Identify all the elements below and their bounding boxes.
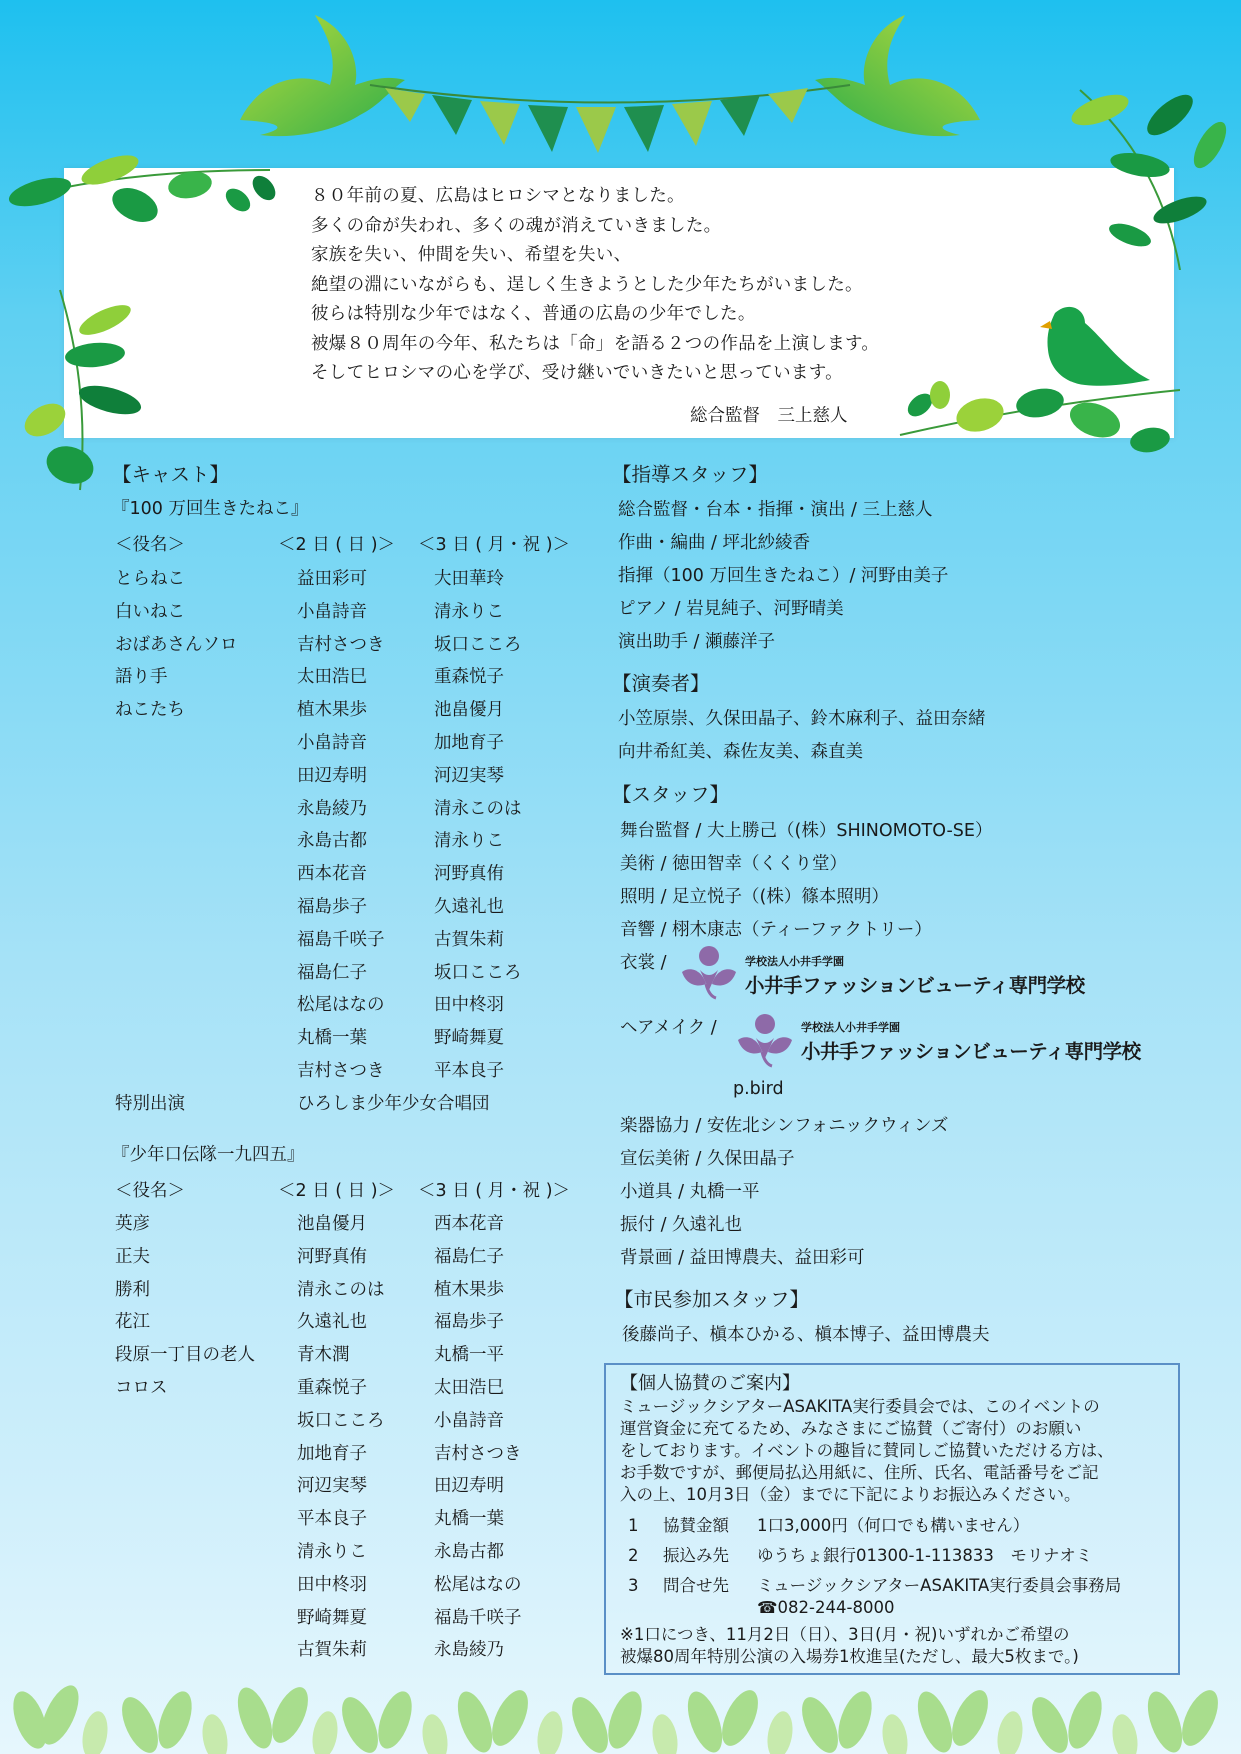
citizen-staff-item: 後藤尚子、槇本ひかる、槇本博子、益田博農夫 (622, 1325, 990, 1345)
cast-day3: 河野真侑 (434, 864, 504, 885)
guidance-item: 総合監督・台本・指揮・演出 / 三上慈人 (618, 500, 933, 520)
cast-day3: 西本花音 (434, 1214, 504, 1234)
cast-day3: 河辺実琴 (434, 765, 504, 786)
cast-day2: 植木果歩 (297, 700, 367, 721)
logo-main-text: 小井手ファッションビューティ専門学校 (801, 1040, 1141, 1063)
guidance-item: 作曲・編曲 / 坪北紗綾香 (618, 533, 811, 553)
play1-header-day3: ＜3 日 ( 月・祝 )＞ (418, 535, 571, 555)
dove-left-icon (240, 15, 405, 136)
staff-item: 小道具 / 丸橋一平 (620, 1182, 760, 1202)
cast-day3: 重森悦子 (434, 667, 504, 688)
play1-title: 『100 万回生きたねこ』 (112, 499, 309, 519)
performers-item: 小笠原崇、久保田晶子、鈴木麻利子、益田奈緒 (618, 709, 986, 729)
cast-day3: 清永りこ (434, 601, 504, 622)
cast-day2: 福島千咲子 (297, 929, 385, 950)
cast-day2: 小畠詩音 (297, 733, 367, 753)
cast-day3: 久遠礼也 (434, 897, 504, 917)
sponsorship-body: お手数ですが、郵便局払込用紙に、住所、氏名、電話番号をご記 (620, 1463, 1099, 1482)
dove-right-icon (815, 15, 980, 136)
school-logo-icon (676, 944, 742, 1000)
cast-day3: 加地育子 (434, 733, 504, 753)
intro-line: 多くの命が失われ、多くの魂が消えていきました。 (311, 215, 722, 236)
citizen-staff-heading: 【市民参加スタッフ】 (614, 1288, 810, 1311)
intro-line: そしてヒロシマの心を学び、受け継いでいきたいと思っています。 (311, 363, 843, 383)
sponsorship-list-value: 1口3,000円（何口でも構いません） (757, 1516, 1030, 1535)
cast-day3: 古賀朱莉 (434, 929, 504, 950)
cast-day3: 大田華玲 (434, 569, 504, 589)
logo-main-text: 小井手ファッションビューティ専門学校 (745, 974, 1085, 997)
staff-item: 宣伝美術 / 久保田晶子 (620, 1149, 795, 1169)
cast-day3: 吉村さつき (434, 1443, 522, 1464)
cast-day3: 坂口こころ (434, 634, 522, 655)
play2-header-role: ＜役名＞ (115, 1181, 185, 1201)
staff-item: 背景画 / 益田博農夫、益田彩可 (620, 1248, 865, 1268)
cast-day2: 小畠詩音 (297, 601, 367, 622)
sponsorship-phone: ☎082-244-8000 (757, 1598, 895, 1617)
guidance-item: ピアノ / 岩見純子、河野晴美 (618, 599, 844, 619)
sponsorship-list-num: 1 (628, 1516, 639, 1535)
guidance-item: 指揮（100 万回生きたねこ）/ 河野由美子 (618, 566, 949, 586)
cast-day3: 太田浩巳 (434, 1378, 504, 1398)
school-logo-icon (732, 1012, 798, 1068)
play2-header-day3: ＜3 日 ( 月・祝 )＞ (418, 1181, 571, 1201)
cast-day3: 植木果歩 (434, 1279, 504, 1300)
cast-day2: 池畠優月 (297, 1214, 367, 1234)
sponsorship-note: 被爆80周年特別公演の入場券1枚進呈(ただし、最大5枚まで。) (620, 1647, 1079, 1666)
sponsorship-list-num: 3 (628, 1576, 639, 1595)
cast-day2: 田辺寿明 (297, 765, 367, 786)
special-label: 特別出演 (115, 1094, 185, 1114)
staff-item: 楽器協力 / 安佐北シンフォニックウィンズ (620, 1116, 949, 1136)
pbird-text: p.bird (733, 1079, 784, 1099)
signature: 総合監督 三上慈人 (690, 406, 848, 426)
performers-heading: 【演奏者】 (612, 672, 710, 695)
cast-day3: 清永このは (434, 798, 522, 819)
cast-day2: 重森悦子 (297, 1378, 367, 1398)
sponsorship-title: 【個人協賛のご案内】 (620, 1373, 800, 1394)
cast-day2: 青木潤 (297, 1345, 350, 1366)
cast-day2: 河野真侑 (297, 1246, 367, 1267)
cast-day3: 田中柊羽 (434, 995, 504, 1016)
cast-day3: 池畠優月 (434, 700, 504, 721)
cast-day2: 西本花音 (297, 864, 367, 885)
intro-message (311, 182, 879, 389)
sponsorship-body: 運営資金に充てるため、みなさまにご協賛（ご寄付）のお願い (620, 1419, 1082, 1438)
staff-item: 照明 / 足立悦子（(株）篠本照明） (620, 887, 889, 907)
sponsorship-body: をしております。イベントの趣旨に賛同しご協賛いただける方は、 (620, 1441, 1114, 1460)
sponsorship-list-label: 協賛金額 (663, 1516, 729, 1535)
cast-day3: 福島千咲子 (434, 1607, 522, 1628)
cast-day2: 吉村さつき (297, 634, 385, 655)
staff-item: 舞台監督 / 大上勝己（(株）SHINOMOTO-SE） (620, 821, 993, 841)
staff-item: 美術 / 徳田智幸（くくり堂） (620, 854, 848, 874)
cast-role: 語り手 (115, 667, 168, 688)
cast-day2: 坂口こころ (297, 1410, 385, 1431)
sponsorship-body: 入の上、10月3日（金）までに下記によりお振込みください。 (620, 1485, 1081, 1504)
sponsorship-note: ※1口につき、11月2日（日）、3日(月・祝)いずれかご希望の (620, 1625, 1070, 1644)
sponsorship-list-label: 問合せ先 (663, 1576, 729, 1595)
cast-day3: 丸橋一葉 (434, 1509, 504, 1530)
play2-title: 『少年口伝隊一九四五』 (112, 1145, 305, 1165)
leaves-left-icon (0, 130, 290, 510)
cast-day3: 松尾はなの (434, 1574, 522, 1595)
intro-line: 彼らは特別な少年ではなく、普通の広島の少年でした。 (311, 304, 756, 324)
performers-item: 向井希紅美、森佐友美、森直美 (618, 742, 863, 762)
bottom-foliage-icon (0, 1660, 1241, 1754)
hair-label: ヘアメイク / (620, 1018, 717, 1038)
guidance-item: 演出助手 / 瀬藤洋子 (618, 632, 776, 652)
play1-header-role: ＜役名＞ (115, 535, 185, 555)
doves-bunting-illustration (220, 10, 1000, 160)
bird-branch-icon (880, 295, 1180, 465)
cast-day3: 野崎舞夏 (434, 1028, 504, 1049)
logo-sub-text: 学校法人小井手学園 (745, 955, 844, 968)
cast-day3: 丸橋一平 (434, 1345, 504, 1366)
sponsorship-list-label: 振込み先 (663, 1546, 729, 1565)
bunting-flags-icon (385, 88, 808, 153)
cast-day2: 清永りこ (297, 1542, 367, 1562)
guidance-heading: 【指導スタッフ】 (612, 463, 769, 486)
staff-heading: 【スタッフ】 (612, 783, 730, 806)
cast-day2: 加地育子 (297, 1443, 367, 1464)
cast-day2: 丸橋一葉 (297, 1028, 367, 1049)
cast-role: 花江 (115, 1312, 150, 1333)
cast-day3: 清永りこ (434, 831, 504, 852)
cast-day2: 清永このは (297, 1279, 385, 1300)
cast-day3: 小畠詩音 (434, 1410, 504, 1431)
cast-role: 白いねこ (115, 601, 185, 622)
play2-header-day2: ＜2 日 ( 日 )＞ (278, 1181, 396, 1201)
cast-day2: 平本良子 (297, 1509, 367, 1530)
cast-day2: 野崎舞夏 (297, 1607, 367, 1628)
cast-role: コロス (115, 1378, 168, 1398)
costume-label: 衣裳 / (620, 953, 667, 973)
cast-role: 正夫 (115, 1246, 150, 1267)
special-value: ひろしま少年少女合唱団 (297, 1094, 490, 1114)
cast-role: 勝利 (115, 1279, 150, 1300)
cast-role: 段原一丁目の老人 (115, 1345, 255, 1366)
cast-day3: 永島古都 (434, 1542, 504, 1562)
cast-day3: 福島歩子 (434, 1312, 504, 1333)
sponsorship-list-value: ミュージックシアターASAKITA実行委員会事務局 (757, 1576, 1122, 1595)
cast-day2: 久遠礼也 (297, 1312, 367, 1333)
cast-role: とらねこ (115, 569, 185, 589)
cast-day3: 永島綾乃 (434, 1640, 504, 1661)
intro-line: 被爆８０周年の今年、私たちは「命」を語る２つの作品を上演します。 (311, 333, 880, 354)
play1-header-day2: ＜2 日 ( 日 )＞ (278, 535, 396, 555)
cast-day2: 古賀朱莉 (297, 1640, 367, 1661)
cast-role: 英彦 (115, 1214, 150, 1234)
cast-heading: 【キャスト】 (112, 463, 230, 486)
cast-day2: 福島歩子 (297, 897, 367, 917)
sponsorship-list-value: ゆうちょ銀行01300-1-113833 モリナオミ (757, 1546, 1093, 1565)
staff-item: 音響 / 栩木康志（ティーファクトリー） (620, 920, 932, 940)
logo-sub-text: 学校法人小井手学園 (801, 1021, 900, 1034)
cast-day2: 吉村さつき (297, 1061, 385, 1081)
intro-line: 家族を失い、仲間を失い、希望を失い、 (311, 245, 632, 265)
intro-line: ８０年前の夏、広島はヒロシマとなりました。 (311, 186, 685, 206)
cast-day3: 田辺寿明 (434, 1476, 504, 1497)
intro-line: 絶望の淵にいながらも、逞しく生きようとした少年たちがいました。 (311, 274, 863, 295)
cast-day3: 福島仁子 (434, 1246, 504, 1267)
cast-day2: 永島綾乃 (297, 798, 367, 819)
cast-day2: 益田彩可 (297, 569, 367, 589)
cast-role: おばあさんソロ (115, 634, 238, 655)
cast-day3: 平本良子 (434, 1061, 504, 1081)
sponsorship-list-num: 2 (628, 1546, 639, 1565)
cast-day2: 田中柊羽 (297, 1574, 367, 1595)
cast-day3: 坂口こころ (434, 962, 522, 983)
cast-day2: 松尾はなの (297, 995, 385, 1016)
sponsorship-body: ミュージックシアターASAKITA実行委員会では、このイベントの (620, 1397, 1100, 1416)
cast-day2: 河辺実琴 (297, 1476, 367, 1497)
cast-day2: 太田浩巳 (297, 667, 367, 688)
staff-item: 振付 / 久遠礼也 (620, 1215, 743, 1235)
cast-day2: 福島仁子 (297, 962, 367, 983)
cast-day2: 永島古都 (297, 831, 367, 852)
cast-role: ねこたち (115, 700, 185, 721)
leaves-right-icon (1060, 70, 1241, 270)
